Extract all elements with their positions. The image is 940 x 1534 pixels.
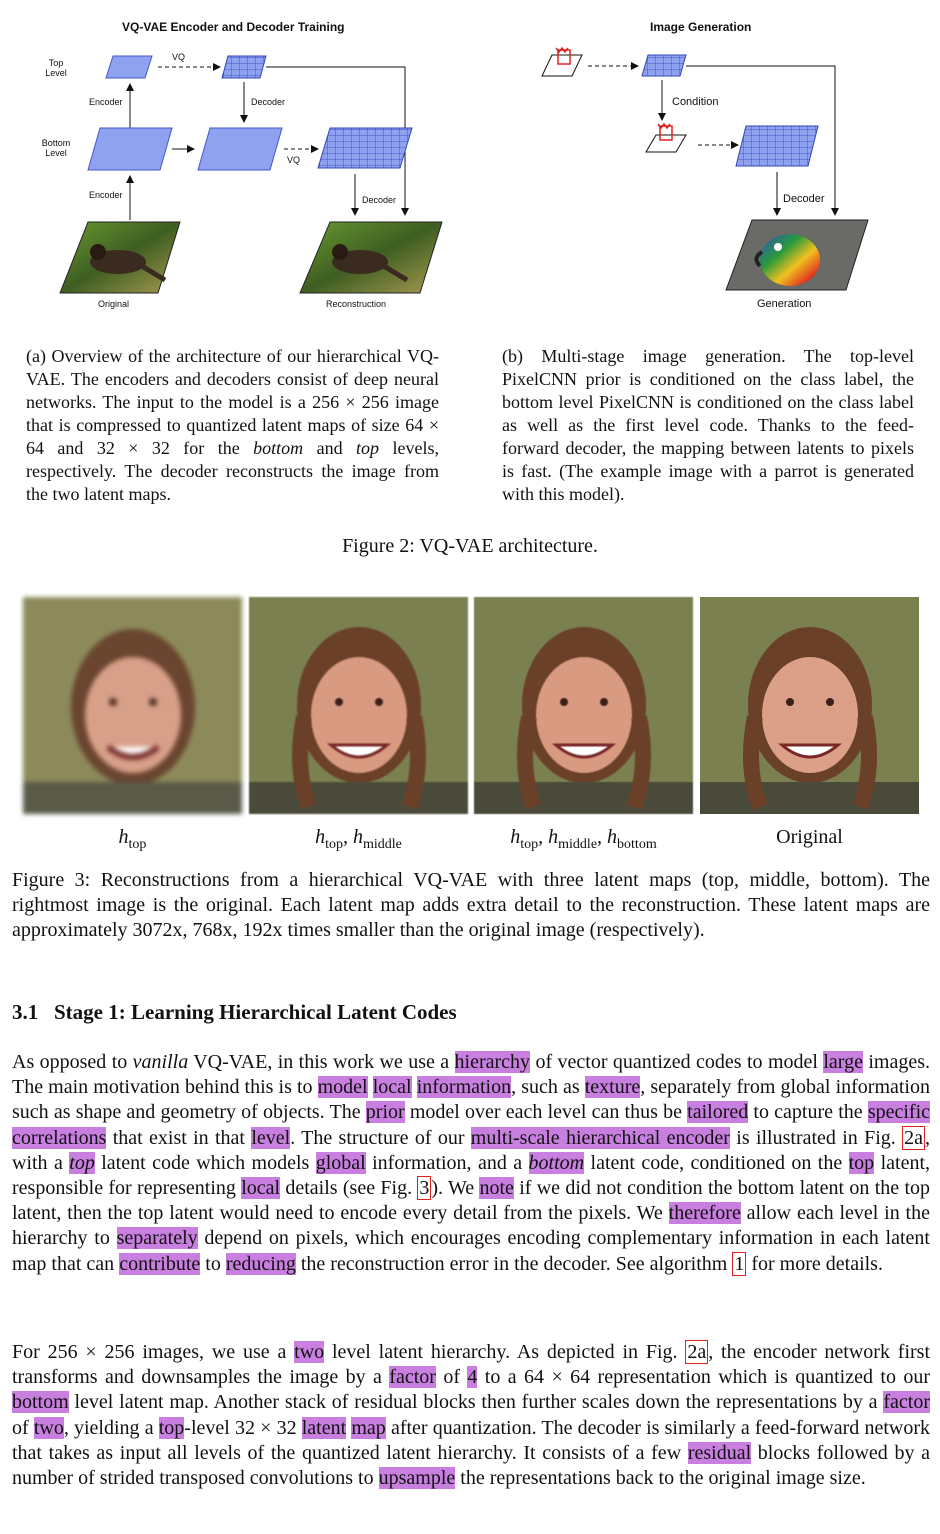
- caption-b: (b) Multi-stage image generation. The top-level PixelCNN prior is conditioned on the class label, the bottom level PixelCNN is conditioned on the class label as well as the first level code. Thanks to the feed-forward decoder, the mapping between latents to pixels is fast. (The example image with a parrot is generated with this model).: [502, 346, 914, 504]
- bottom-level-label: Bottom Level: [41, 138, 71, 158]
- caption-a: (a) Overview of the architecture of our hierarchical VQ-VAE. The encoders and decoders consist of deep neural networks. The input to the model is a 256 × 256 image that is compressed to quantized latent maps of size 64 × 64 and 32 × 32 for the bottom and top levels, respectively. The decoder reconstructs the image from the two latent maps.: [26, 346, 439, 504]
- condition-label: Condition: [672, 96, 719, 108]
- label-original: Original: [776, 826, 843, 848]
- label-htop: $h_{top}$: [118, 826, 147, 852]
- section-paragraph-2: For 256 × 256 images, we use a two level latent hierarchy. As depicted in Fig. 2a , the encoder network first transforms and downsamples the image by a factor of 4 to a 64 × 64 representation which is quantized to our bottom level latent map. Another stack of residual blocks then further scales down the representations by a factor of two, yielding a top-level 32 × 32 latent map after quantization. The decoder is similarly a feed-forward network that takes as input all levels of the quantized latent hierarchy. It consists of a few residual blocks followed by a number of strided transposed convolutions to upsample the representations back to the original image size.: [12, 1341, 931, 1490]
- generation-label: Generation: [757, 298, 812, 310]
- original-image: [700, 597, 919, 814]
- vq-top-label: VQ: [172, 52, 186, 62]
- ref-fig-2a-second[interactable]: 2a: [687, 1341, 707, 1363]
- reconstruction-all-levels-image: [474, 597, 693, 814]
- reconstruction-bird-image: [300, 222, 442, 293]
- generated-parrot-image: [726, 220, 868, 290]
- ref-algorithm-1[interactable]: 1: [734, 1252, 745, 1275]
- label-htop-hmiddle: $h_{top}$, $h_{middle}$: [315, 826, 402, 852]
- vq-bottom-label: VQ: [287, 155, 301, 165]
- right-diagram-title: Image Generation: [650, 20, 752, 34]
- architecture-diagram: [0, 40, 940, 320]
- section-heading: 3.1 Stage 1: Learning Hierarchical Latent Codes: [12, 1000, 457, 1024]
- figure3-caption: Figure 3: Reconstructions from a hierarchical VQ-VAE with three latent maps (top, middle, bottom). The rightmost image is the original. Each latent map adds extra detail to the reconstruction. These latent maps are approximately 3072x, 768x, 192x times smaller than the original image (respectively).: [12, 869, 930, 941]
- bottom-decoded-latent: [198, 128, 282, 170]
- section-paragraph-1: As opposed to vanilla VQ-VAE, in this work we use a hierarchy of vector quantized codes to model large images. The main motivation behind this is to model local information, such as texture, separately from global information such as shape and geometry of objects. The prior model over each level can thus be tailored to capture the specific correlations that exist in that level. The structure of our multi-scale hierarchical encoder is illustrated in Fig. 2a , with a top latent code which models global information, and a bottom latent code, conditioned on the top latent, responsible for representing local details (see Fig. 3 ). We note if we did not condition the bottom latent on the top latent, then the top latent would need to encode every detail from the pixels. We therefore allow each level in the hierarchy to separately depend on pixels, which encourages encoding complementary information in each latent map that can contribute to reducing the reconstruction error in the decoder. See algorithm 1 for more details.: [12, 1051, 931, 1275]
- original-bird-image: [60, 222, 180, 293]
- class-label-plane-bottom: [646, 124, 686, 152]
- decoder-gen-label: Decoder: [783, 193, 825, 205]
- decoder-top-label: Decoder: [251, 97, 286, 107]
- top-quantized-grid: [222, 56, 266, 78]
- gen-top-grid: [642, 55, 686, 76]
- decoder-bottom-label: Decoder: [362, 195, 397, 205]
- original-label: Original: [98, 299, 130, 309]
- ref-fig-2a[interactable]: 2a: [904, 1126, 924, 1149]
- figure2-caption: Figure 2: VQ-VAE architecture.: [342, 535, 598, 557]
- gen-bottom-grid: [736, 126, 818, 166]
- reconstruction-htop-image: [23, 597, 242, 814]
- reconstruction-htop-hmiddle-image: [249, 597, 468, 814]
- bottom-quantized-grid: [318, 128, 412, 168]
- left-diagram-title: VQ-VAE Encoder and Decoder Training: [122, 20, 345, 34]
- encoder-top-label: Encoder: [89, 97, 123, 107]
- label-htop-hmiddle-hbottom: $h_{top}$, $h_{middle}$, $h_{bottom}$: [510, 826, 657, 852]
- top-latent: [106, 56, 152, 78]
- reconstruction-label: Reconstruction: [326, 299, 387, 309]
- class-label-plane-top: [542, 48, 582, 76]
- ref-fig-3[interactable]: 3: [419, 1177, 430, 1200]
- top-level-label: Top Level: [45, 58, 67, 78]
- encoder-bottom-label: Encoder: [89, 190, 123, 200]
- bottom-latent: [88, 128, 172, 170]
